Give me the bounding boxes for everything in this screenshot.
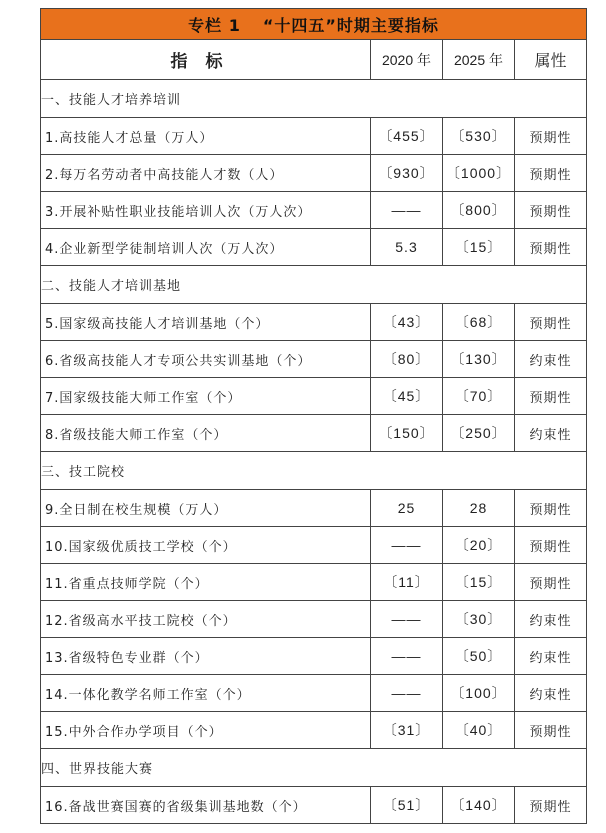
attribute-cell: 预期性 [515, 229, 587, 266]
indicator-name: 11.省重点技师学院（个） [41, 564, 371, 601]
value-2025: 〔15〕 [443, 229, 515, 266]
attribute-cell: 预期性 [515, 490, 587, 527]
section-title: 二、技能人才培训基地 [41, 266, 587, 304]
table-row [41, 192, 587, 229]
value-2025: 〔1000〕 [443, 155, 515, 192]
indicator-name: 4.企业新型学徒制培训人次（万人次） [41, 229, 371, 266]
value-2020: —— [371, 675, 443, 712]
attribute-cell: 约束性 [515, 415, 587, 452]
attribute-cell: 预期性 [515, 378, 587, 415]
table-row [41, 118, 587, 155]
attribute-cell: 预期性 [515, 787, 587, 824]
title-label: 专栏 1 [188, 15, 241, 35]
indicator-name: 1.高技能人才总量（万人） [41, 118, 371, 155]
value-2025: 〔800〕 [443, 192, 515, 229]
value-2020: 25 [371, 490, 443, 527]
value-2020: —— [371, 192, 443, 229]
header-indicator: 指标 [41, 40, 371, 80]
value-2020: 〔51〕 [371, 787, 443, 824]
section-row [41, 452, 587, 490]
header-attribute: 属性 [515, 40, 587, 80]
section-title: 一、技能人才培养培训 [41, 80, 587, 118]
attribute-cell: 约束性 [515, 601, 587, 638]
table-row [41, 675, 587, 712]
attribute-cell: 预期性 [515, 192, 587, 229]
table-row [41, 155, 587, 192]
value-2025: 〔50〕 [443, 638, 515, 675]
value-2020: 〔43〕 [371, 304, 443, 341]
value-2020: —— [371, 527, 443, 564]
attribute-cell: 预期性 [515, 118, 587, 155]
title-row [41, 9, 587, 40]
indicator-name: 9.全日制在校生规模（万人） [41, 490, 371, 527]
indicator-name: 13.省级特色专业群（个） [41, 638, 371, 675]
value-2020: 〔31〕 [371, 712, 443, 749]
value-2020: 〔80〕 [371, 341, 443, 378]
value-2020: —— [371, 601, 443, 638]
value-2025: 〔530〕 [443, 118, 515, 155]
section-title: 三、技工院校 [41, 452, 587, 490]
value-2025: 〔20〕 [443, 527, 515, 564]
indicator-name: 5.国家级高技能人才培训基地（个） [41, 304, 371, 341]
attribute-cell: 约束性 [515, 341, 587, 378]
value-2025: 〔140〕 [443, 787, 515, 824]
indicator-name: 15.中外合作办学项目（个） [41, 712, 371, 749]
value-2025: 〔68〕 [443, 304, 515, 341]
indicator-name: 10.国家级优质技工学校（个） [41, 527, 371, 564]
attribute-cell: 预期性 [515, 155, 587, 192]
section-row [41, 266, 587, 304]
table-title [41, 9, 587, 40]
indicators-table-body [41, 9, 587, 824]
value-2025: 〔70〕 [443, 378, 515, 415]
attribute-cell: 预期性 [515, 527, 587, 564]
indicator-name: 14.一体化教学名师工作室（个） [41, 675, 371, 712]
attribute-cell: 约束性 [515, 638, 587, 675]
table-row [41, 712, 587, 749]
section-row [41, 80, 587, 118]
header-row [41, 40, 587, 80]
table-row [41, 638, 587, 675]
attribute-cell: 预期性 [515, 564, 587, 601]
title-text: “十四五”时期主要指标 [262, 15, 439, 35]
section-row [41, 749, 587, 787]
attribute-cell: 约束性 [515, 675, 587, 712]
indicator-name: 3.开展补贴性职业技能培训人次（万人次） [41, 192, 371, 229]
value-2025: 〔15〕 [443, 564, 515, 601]
table-row [41, 601, 587, 638]
table-row [41, 415, 587, 452]
table-row [41, 787, 587, 824]
attribute-cell: 预期性 [515, 304, 587, 341]
table-row [41, 378, 587, 415]
indicators-table [40, 8, 587, 824]
value-2025: 〔30〕 [443, 601, 515, 638]
header-2020: 2020 年 [371, 40, 443, 80]
table-row [41, 341, 587, 378]
value-2020: 5.3 [371, 229, 443, 266]
section-title: 四、世界技能大赛 [41, 749, 587, 787]
header-2025: 2025 年 [443, 40, 515, 80]
value-2020: —— [371, 638, 443, 675]
table-row [41, 229, 587, 266]
value-2025: 〔40〕 [443, 712, 515, 749]
indicator-name: 6.省级高技能人才专项公共实训基地（个） [41, 341, 371, 378]
value-2020: 〔930〕 [371, 155, 443, 192]
value-2025: 〔250〕 [443, 415, 515, 452]
indicator-name: 8.省级技能大师工作室（个） [41, 415, 371, 452]
table-row [41, 490, 587, 527]
indicator-name: 2.每万名劳动者中高技能人才数（人） [41, 155, 371, 192]
indicator-name: 16.备战世赛国赛的省级集训基地数（个） [41, 787, 371, 824]
attribute-cell: 预期性 [515, 712, 587, 749]
value-2025: 〔130〕 [443, 341, 515, 378]
table-row [41, 564, 587, 601]
indicator-name: 7.国家级技能大师工作室（个） [41, 378, 371, 415]
indicator-name: 12.省级高水平技工院校（个） [41, 601, 371, 638]
value-2020: 〔150〕 [371, 415, 443, 452]
value-2025: 〔100〕 [443, 675, 515, 712]
value-2025: 28 [443, 490, 515, 527]
value-2020: 〔455〕 [371, 118, 443, 155]
table-row [41, 304, 587, 341]
value-2020: 〔11〕 [371, 564, 443, 601]
indicators-table-container [40, 8, 586, 824]
table-row [41, 527, 587, 564]
value-2020: 〔45〕 [371, 378, 443, 415]
